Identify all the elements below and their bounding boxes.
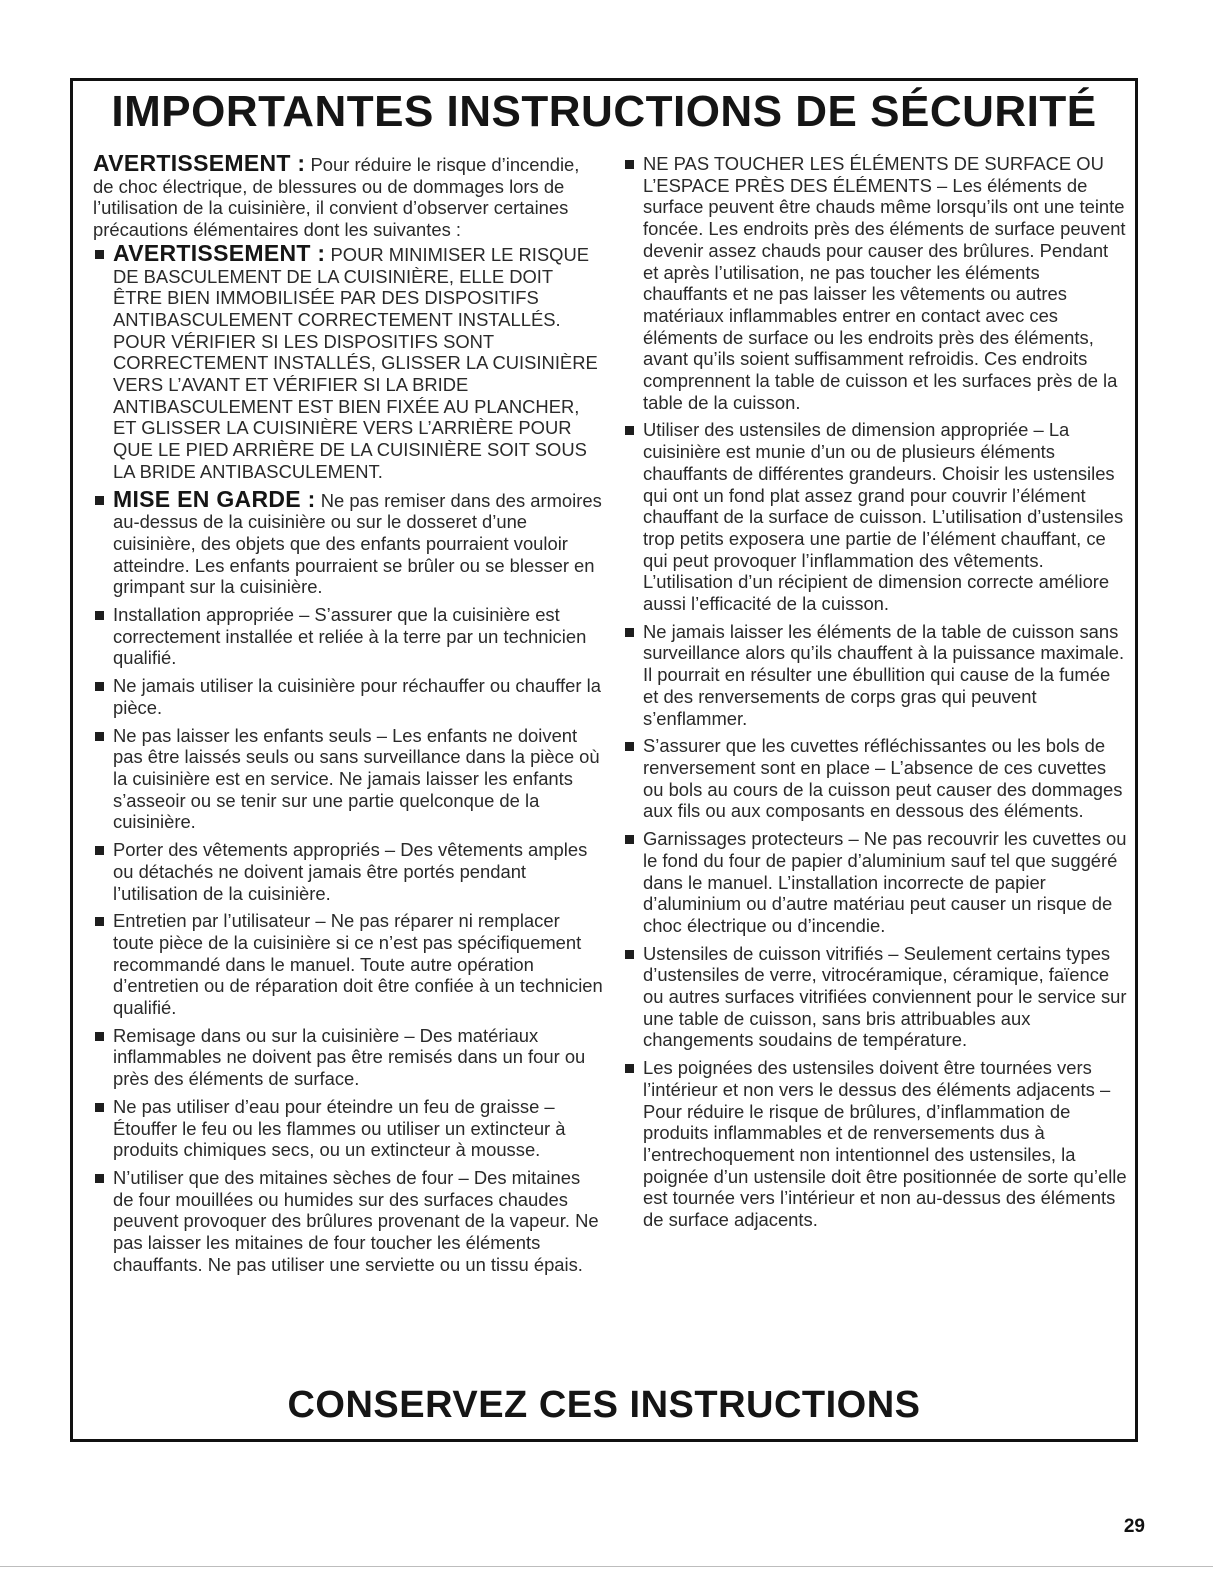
keep-instructions-footer: CONSERVEZ CES INSTRUCTIONS — [287, 1384, 921, 1426]
right-instruction-list — [623, 153, 1128, 1231]
instruction-item — [623, 735, 1128, 822]
instruction-label: MISE EN GARDE : — [113, 485, 316, 512]
instruction-text: Ne pas utiliser d’eau pour éteindre un feu de graisse – Étouffer le feu ou les flammes ou utiliser un extincteur à produits chimiques secs, ou un extincteur à mousse. — [113, 1095, 566, 1161]
page-number: 29 — [1123, 1516, 1145, 1537]
instruction-item — [93, 604, 603, 669]
square-bullet-icon — [95, 611, 104, 620]
instruction-text: NE PAS TOUCHER LES ÉLÉMENTS DE SURFACE OU L’ESPACE PRÈS DES ÉLÉMENTS – Les éléments de surface peuvent être chauds même lorsqu’ils ont une teinte foncée. Les endroits près des éléments de surface peuvent devenir assez chauds pour causer des brûlures. Pendant et après l’utilisation, ne pas toucher les éléments chauffants et ne pas laisser les vêtements ou autres matériaux inflammables entrer en contact avec ces éléments de surface ou les endroits près des éléments, avant qu’ils soient suffisamment refroidis. Ces endroits comprennent la table de cuisson et les surfaces près de la table de la cuisson. — [643, 153, 1126, 413]
instruction-text: Remisage dans ou sur la cuisinière – Des matériaux inflammables ne doivent pas être remisés dans un four ou près des éléments de surface. — [113, 1024, 586, 1090]
intro-text: Pour réduire le risque d’incendie, de choc électrique, de blessures ou de dommages lors de l’utilisation de la cuisinière, il convient d’observer certaines précautions élémentaires dont les suivantes : — [93, 154, 580, 241]
square-bullet-icon — [95, 250, 104, 259]
instruction-item — [93, 725, 603, 834]
square-bullet-icon — [625, 426, 634, 435]
instruction-text: Garnissages protecteurs – Ne pas recouvrir les cuvettes ou le fond du four de papier d’aluminium sauf tel que suggéré dans le manuel. L’installation incorrecte de papier d’aluminium ou d’autre matériau peut causer un risque de choc électrique ou d’incendie. — [643, 828, 1127, 936]
square-bullet-icon — [625, 1064, 634, 1073]
page-title: IMPORTANTES INSTRUCTIONS DE SÉCURITÉ — [111, 87, 1097, 136]
instruction-item — [623, 621, 1128, 730]
instruction-text: Installation appropriée – S’assurer que la cuisinière est correctement installée et reliée à la terre par un technicien qualifié. — [113, 604, 587, 669]
instruction-text: Entretien par l’utilisateur – Ne pas réparer ni remplacer toute pièce de la cuisinière si ce n’est pas spécifiquement recommandé dans le manuel. Toute autre opération d’entretien ou de réparation doit être confiée à un technicien qualifié. — [113, 910, 603, 1019]
intro-paragraph — [93, 150, 603, 241]
square-bullet-icon — [95, 917, 104, 926]
instruction-text: N’utiliser que des mitaines sèches de four – Des mitaines de four mouillées ou humides sur des surfaces chaudes peuvent provoquer des brûlures provenant de la vapeur. Ne pas laisser les mitaines de four toucher les éléments chauffants. Ne pas utiliser une serviette ou un tissu épais. — [113, 1166, 599, 1275]
instruction-item — [623, 828, 1128, 937]
bottom-divider — [0, 1566, 1213, 1567]
square-bullet-icon — [95, 732, 104, 741]
instruction-text: Les poignées des ustensiles doivent être tournées vers l’intérieur et non vers le dessus des éléments adjacents – Pour réduire le risque de brûlures, d’inflammation de produits inflammables et de renversements dus à l’entrechoquement non intentionnel des ustensiles, la poignée d’un ustensile doit être positionnée de sorte qu’elle est tournée vers l’intérieur et non au-dessus des éléments de surface adjacents. — [643, 1057, 1127, 1231]
instruction-item — [623, 943, 1128, 1052]
instruction-item — [93, 839, 603, 904]
square-bullet-icon — [95, 846, 104, 855]
instruction-text: Ne jamais laisser les éléments de la table de cuisson sans surveillance alors qu’ils chauffent à la puissance maximale. Il pourrait en résulter une ébullition qui cause de la fumée et des renversements de corps gras qui peuvent s’enflammer. — [643, 620, 1125, 729]
instruction-text: S’assurer que les cuvettes réfléchissantes ou les bols de renversement sont en place – L’absence de ces cuvettes ou bols au cours de la cuisson peut causer des dommages aux fils ou aux composants en dessous des éléments. — [643, 735, 1123, 822]
instruction-item — [93, 675, 603, 718]
intro-warning-label: AVERTISSEMENT : — [93, 150, 306, 176]
square-bullet-icon — [625, 835, 634, 844]
instruction-text: Ustensiles de cuisson vitrifiés – Seulement certains types d’ustensiles de verre, vitrocéramique, céramique, faïence ou autres surfaces vitrifiées conviennent pour le service sur une table de cuisson, sans bris attribuables aux changements soudains de température. — [643, 942, 1127, 1051]
square-bullet-icon — [625, 742, 634, 751]
right-column — [623, 153, 1128, 1237]
instruction-item — [93, 239, 603, 483]
square-bullet-icon — [625, 160, 634, 169]
square-bullet-icon — [95, 1032, 104, 1041]
instruction-item — [623, 419, 1128, 614]
instruction-item — [93, 910, 603, 1019]
instruction-text: Ne pas remiser dans des armoires au-dessus de la cuisinière ou sur le dosseret d’une cuisinière, des objets que des enfants pourraient vouloir atteindre. Les enfants pourraient se brûler ou se blesser en grimpant sur la cuisinière. — [113, 489, 602, 598]
square-bullet-icon — [95, 682, 104, 691]
safety-instructions-box — [70, 78, 1138, 1442]
square-bullet-icon — [625, 950, 634, 959]
instruction-label: AVERTISSEMENT : — [113, 239, 326, 266]
instruction-item — [93, 485, 603, 599]
instruction-text: Porter des vêtements appropriés – Des vêtements amples ou détachés ne doivent jamais être portés pendant l’utilisation de la cuisinière. — [113, 839, 588, 904]
square-bullet-icon — [95, 1103, 104, 1112]
instruction-text: Utiliser des ustensiles de dimension appropriée – La cuisinière est munie d’un ou de plusieurs éléments chauffants de différentes grandeurs. Choisir les ustensiles qui ont un fond plat assez grand pour couvrir l’élément chauffant de la surface de cuisson. L’utilisation d’ustensiles trop petits exposera une partie de l’élément chauffant, ce qui peut provoquer l’inflammation des vêtements. L’utilisation d’un récipient de dimension correcte améliore aussi l’efficacité de la cuisson. — [643, 419, 1124, 615]
instruction-item — [93, 1025, 603, 1090]
instruction-item — [623, 153, 1128, 413]
instruction-item — [93, 1096, 603, 1161]
instruction-item — [93, 1167, 603, 1276]
instruction-text: Ne jamais utiliser la cuisinière pour réchauffer ou chauffer la pièce. — [113, 675, 601, 718]
instruction-text: POUR MINIMISER LE RISQUE DE BASCULEMENT DE LA CUISINIÈRE, ELLE DOIT ÊTRE BIEN IMMOBILISÉE PAR DES DISPOSITIFS ANTIBASCULEMENT CORRECTEMENT INSTALLÉS. POUR VÉRIFIER SI LES DISPOSITIFS SONT CORRECTEMENT INSTALLÉS, GLISSER LA CUISINIÈRE VERS L’AVANT ET VÉRIFIER SI LA BRIDE ANTIBASCULEMENT EST BIEN FIXÉE AU PLANCHER, ET GLISSER LA CUISINIÈRE VERS L’ARRIÈRE POUR QUE LE PIED ARRIÈRE DE LA CUISINIÈRE SOIT SOUS LA BRIDE ANTIBASCULEMENT. — [113, 243, 598, 482]
left-instruction-list — [93, 239, 603, 1276]
instruction-text: Ne pas laisser les enfants seuls – Les enfants ne doivent pas être laissés seuls ou sans surveillance dans la pièce où la cuisinière est en service. Ne jamais laisser les enfants s’asseoir ou se tenir sur une partie quelconque de la cuisinière. — [113, 724, 600, 833]
square-bullet-icon — [95, 1174, 104, 1183]
left-column — [93, 150, 603, 1281]
instruction-item — [623, 1057, 1128, 1231]
square-bullet-icon — [95, 496, 104, 505]
square-bullet-icon — [625, 628, 634, 637]
